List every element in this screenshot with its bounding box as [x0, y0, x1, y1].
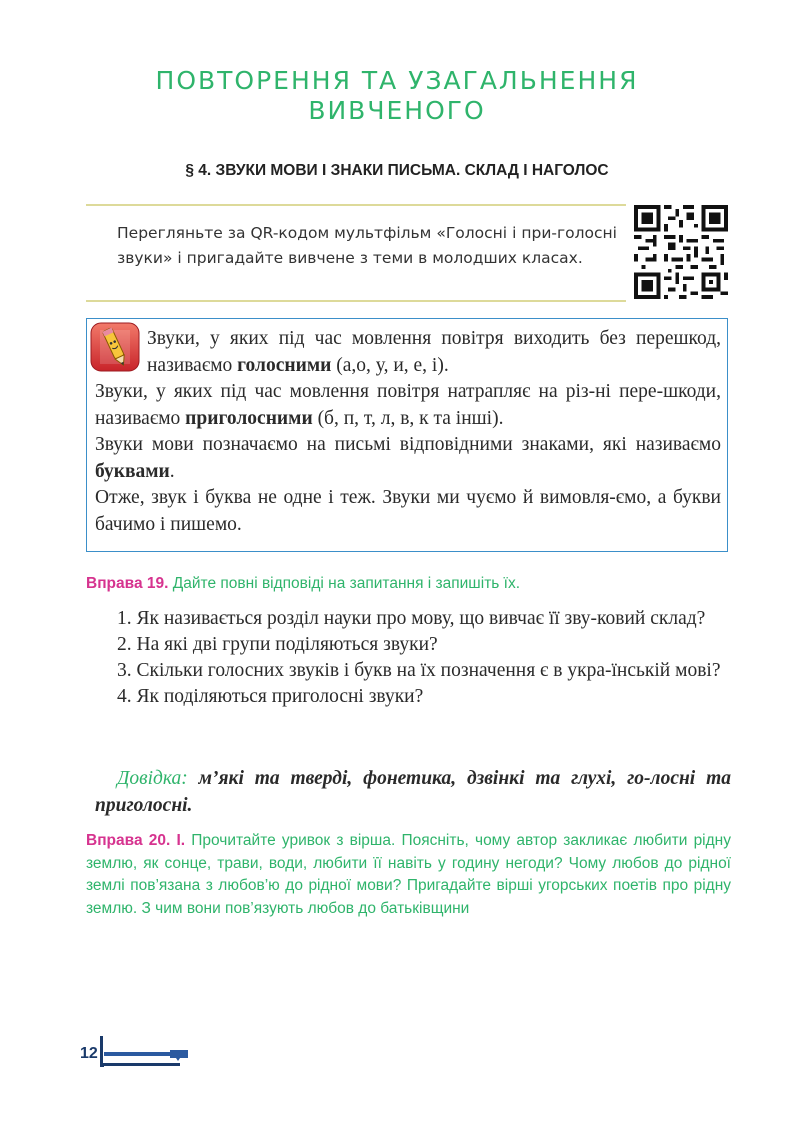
question-1: 1. Як називається розділ науки про мову, що вивчає її зву-ковий склад?: [117, 608, 706, 629]
exercise-19-task: Дайте повні відповіді на запитання і запишіть їх.: [168, 575, 521, 592]
question-3: 3. Скільки голосних звуків і букв на їх позначення є в укра-їнській мові?: [117, 660, 721, 681]
exercise-19-hint: [95, 765, 731, 819]
question-4: 4. Як поділяються приголосні звуки?: [117, 686, 424, 707]
chapter-title: [0, 66, 794, 126]
rule-paragraph-consonants: Звуки, у яких під час мовлення повітря натрапляє на різ-ні пере-шкоди, називаємо приголосними (б, п, т, л, в, к та інші).: [95, 381, 721, 429]
exercise-19-heading: [86, 574, 731, 594]
page-corner-decoration: [100, 1034, 196, 1070]
exercise-20-number: Вправа 20. І.: [86, 832, 186, 849]
qr-prompt-text: Перегляньте за QR-кодом мультфільм «Голосні і при-голосні звуки» і пригадайте вивчене з теми в молодших класах.: [117, 224, 617, 267]
chapter-title-line2: ВИВЧЕНОГО: [308, 96, 486, 125]
exercise-19-questions: [95, 606, 731, 710]
term-consonants: приголосними: [185, 407, 313, 429]
page-number: 12: [80, 1045, 98, 1062]
exercise-19-number: Вправа 19.: [86, 575, 169, 592]
term-vowels: голосними: [237, 354, 332, 376]
hint-label: Довідка:: [117, 768, 188, 789]
rule-text: [95, 326, 721, 538]
chapter-title-line1: ПОВТОРЕННЯ ТА УЗАГАЛЬНЕННЯ: [155, 66, 639, 95]
rule-paragraph-vowels: Звуки, у яких під час мовлення повітря виходить без перешкод, називаємо голосними (а,о, у, и, е, і).: [147, 328, 721, 376]
rule-paragraph-letters: Звуки мови позначаємо на письмі відповідними знаками, які називаємо буквами.: [95, 434, 721, 482]
rule-paragraph-summary: Отже, звук і буква не одне і теж. Звуки ми чуємо й вимовля-ємо, а букви бачимо і пишемо.: [95, 487, 721, 535]
term-letters: буквами: [95, 460, 170, 482]
qr-code-icon[interactable]: [634, 205, 728, 299]
hint-text: м’які та тверді, фонетика, дзвінкі та глухі, го-лосні та приголосні.: [95, 768, 731, 816]
question-2: 2. На які дві групи поділяються звуки?: [117, 634, 438, 655]
exercise-20-heading: [86, 830, 731, 920]
section-heading: § 4. ЗВУКИ МОВИ І ЗНАКИ ПИСЬМА. СКЛАД І НАГОЛОС: [185, 162, 609, 179]
exercise-20-task: Прочитайте уривок з вірша. Поясніть, чому автор закликає любити рідну землю, як сонце, трави, води, любити її навіть у годину негоди? Чому любов до рідної землі пов’язана з любов’ю до рідної мови? Пригадайте вірші угорських поетів про рідну землю. З чим вони пов’язують любов до батьківщини: [86, 832, 731, 917]
